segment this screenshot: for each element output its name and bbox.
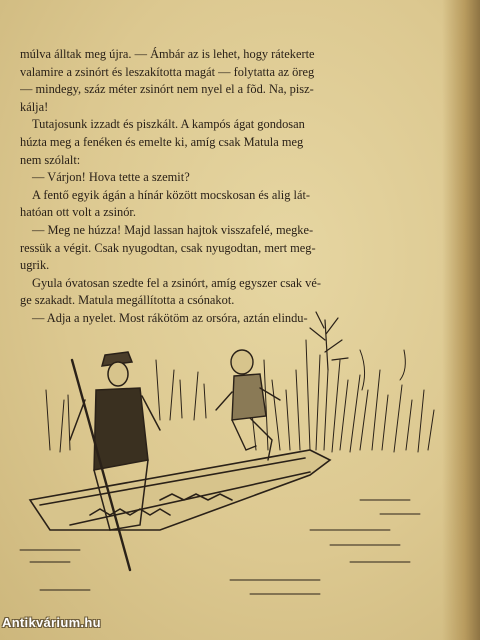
boat-illustration [10, 300, 450, 610]
watermark-text: Antikvárium.hu [2, 615, 101, 630]
text-line: valamire a zsinórt és leszakította magát — folytatta az öreg [20, 64, 315, 79]
text-line: ge szakadt. Matula megállította a csónakot. [20, 293, 235, 308]
text-line: — Várjon! Hova tette a szemit? [32, 170, 190, 185]
boy-figure [216, 350, 280, 460]
text-line: — mindegy, száz méter zsinórt nem nyel el a fõd. Na, pisz- [20, 82, 314, 97]
reeds [250, 340, 434, 452]
body-text [20, 46, 440, 328]
text-line: A fentő egyik ágán a hínár között mocskosan és alig lát- [32, 187, 311, 202]
text-line: Gyula óvatosan szedte fel a zsinórt, amíg egyszer csak vé- [32, 275, 322, 290]
text-line: múlva álltak meg újra. — Ámbár az is lehet, hogy rátekerte [20, 47, 315, 61]
text-line: — Adja a nyelet. Most rákötöm az orsóra, aztán elindu- [32, 310, 308, 325]
text-line: hatóan ott volt a zsinór. [20, 205, 136, 220]
text-line: — Meg ne húzza! Majd lassan hajtok visszafelé, megke- [32, 222, 314, 237]
bare-bush [310, 312, 348, 370]
text-line: kálja! [20, 99, 49, 114]
text-line: nem szólalt: [20, 152, 81, 167]
text-line: húzta meg a fenéken és emelte ki, amíg csak Matula meg [20, 134, 304, 149]
text-line: ugrik. [20, 258, 50, 273]
text-line: Tutajosunk izzadt és piszkált. A kampós ágat gondosan [32, 117, 305, 132]
boat [30, 450, 330, 530]
text-line: ressük a végit. Csak nyugodtan, csak nyugodtan, mert meg- [20, 240, 316, 255]
